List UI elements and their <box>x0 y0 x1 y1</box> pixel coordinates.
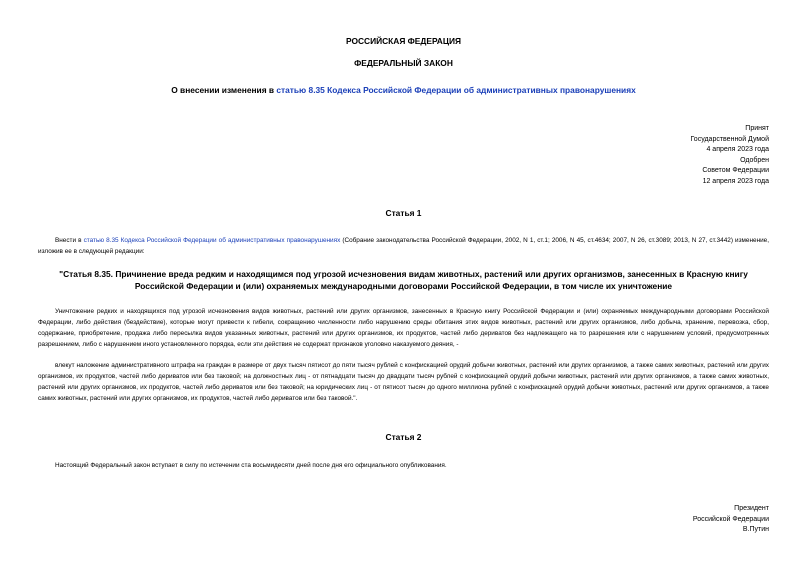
adoption-line: Принят <box>745 125 769 132</box>
adoption-line: Одобрен <box>740 156 769 164</box>
law-type-heading: ФЕДЕРАЛЬНЫЙ ЗАКОН <box>354 58 453 68</box>
adoption-line: 4 апреля 2023 года <box>706 146 769 154</box>
law-title-link[interactable]: статью 8.35 Кодекса Российской Федерации об административных правонарушениях <box>276 85 636 95</box>
adoption-line: 12 апреля 2023 года <box>702 177 769 185</box>
adoption-block <box>690 124 769 188</box>
law-title-prefix: О внесении изменения в <box>171 85 277 95</box>
article-8-35-title: "Статья 8.35. Причинение вреда редким и находящимся под угрозой исчезновения видам животных, растений или других организмов, занесенных в Красную книгу Российской Федерации и (или) охраняемых международными договорами Российской Федерации, в том числе их уничтожение <box>59 269 748 291</box>
signature-line: Президент <box>734 505 769 512</box>
article1-paragraph-1: Уничтожение редких и находящихся под угрозой исчезновения видов животных, растений или других организмов, занесенных в Красную книгу Российской Федерации и (или) охраняемых международными договорами Российской Федерации, либо действия (бездействие), которые могут привести к гибели, сокращению численности либо нарушению среды обитания этих видов животных, растений или других организмов, либо добыча, хранение, перевозка, сбор, содержание, приобретение, продажа либо пересылка видов указанных животных, растений или других организмов, их продуктов, частей либо дериватов без надлежащего на то разрешения или с нарушением условий, предусмотренных разрешением, либо с нарушением иного установленного порядка, если эти действия не содержат признаков уголовно наказуемого деяния, - <box>38 308 769 348</box>
article2-text: Настоящий Федеральный закон вступает в силу по истечении ста восьмидесяти дней после дня его официального опубликования. <box>55 462 447 469</box>
signature-block <box>693 504 769 536</box>
article1-intro <box>38 236 769 258</box>
article2-heading: Статья 2 <box>385 432 422 442</box>
adoption-line: Государственной Думой <box>690 135 769 143</box>
intro-link[interactable]: статью 8.35 Кодекса Российской Федерации об административных правонарушениях <box>83 237 341 244</box>
article1-paragraph-2: влекут наложение административного штрафа на граждан в размере от двух тысяч пятисот до пяти тысяч рублей с конфискацией орудий добычи животных, растений или других организмов, а также самих животных, растений или других организмов, их продуктов, частей либо дериватов или без таковой; на должностных лиц - от пятнадцати тысяч до двадцати тысяч рублей с конфискацией орудий добычи животных, растений или других организмов, а также самих животных, растений или других организмов, их продуктов, частей либо дериватов или без таковой; на юридических лиц - от пятисот тысяч до одного миллиона рублей с конфискацией орудий добычи животных, растений или других организмов, а также самих животных, растений или других организмов, их продуктов, частей либо дериватов или без таковой.". <box>38 362 769 402</box>
intro-suffix: (Собрание законодательства Российской Федерации, 2002, N 1, ст.1; 2006, N 45, ст.4634; 2007, N 26, ст.3089; 2013, N 27, ст.3442) изменение, изложив ее в следующей редакции: <box>38 237 769 255</box>
signature-line: Российской Федерации <box>692 515 769 523</box>
intro-prefix: Внести в <box>55 237 84 244</box>
law-title <box>0 85 807 95</box>
adoption-line: Советом Федерации <box>702 167 769 175</box>
signature-line: В.Путин <box>742 526 769 534</box>
article1-heading: Статья 1 <box>385 208 422 218</box>
country-heading: РОССИЙСКАЯ ФЕДЕРАЦИЯ <box>345 36 462 46</box>
